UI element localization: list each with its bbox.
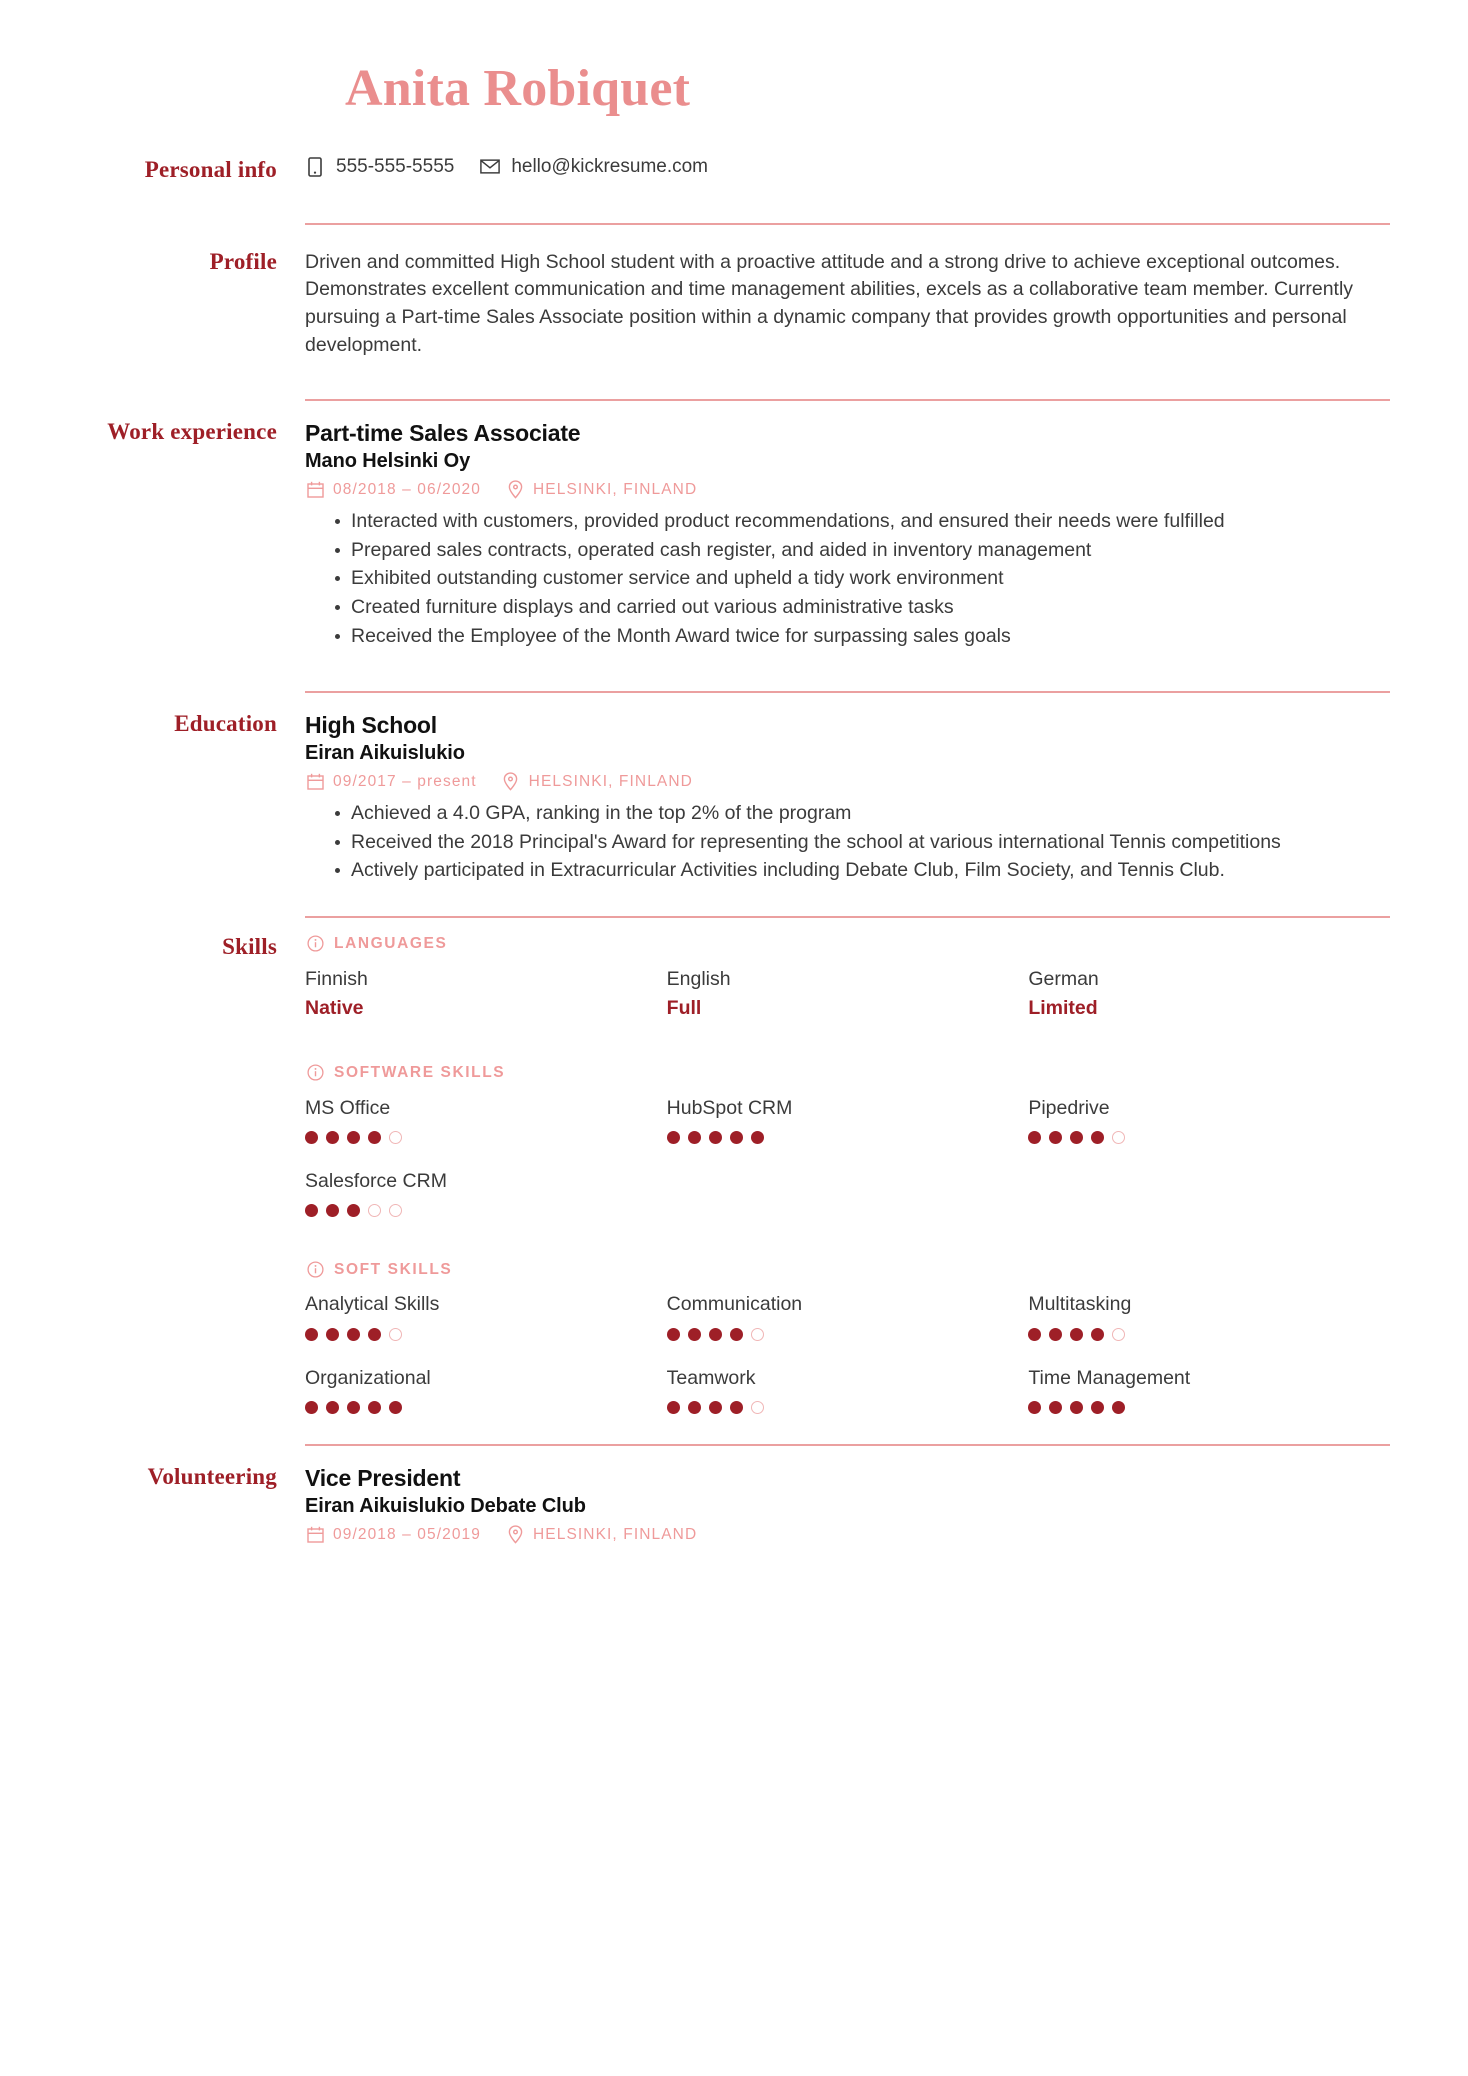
rating-dot-filled (730, 1328, 743, 1341)
rating-dot-filled (709, 1131, 722, 1144)
skill-name: Analytical Skills (305, 1293, 440, 1316)
skill-name: HubSpot CRM (666, 1096, 793, 1119)
skill-name: Time Management (1028, 1366, 1191, 1389)
skill-rating (305, 1131, 667, 1144)
skill-rating (305, 1204, 667, 1217)
skill-name: Pipedrive (1028, 1096, 1110, 1119)
rating-dot-filled (667, 1328, 680, 1341)
rating-dot-filled (1028, 1401, 1041, 1414)
envelope-icon (480, 157, 500, 177)
rating-dot-filled (368, 1401, 381, 1414)
rating-dot-filled (1049, 1131, 1062, 1144)
section-label-education: Education (174, 711, 277, 737)
skill-cell (667, 1341, 1029, 1414)
section-label-profile: Profile (209, 248, 277, 274)
page-title: Anita Robiquet (345, 60, 691, 117)
section-body-work-experience (305, 419, 1390, 651)
skill-cell (1028, 954, 1390, 1021)
rating-dot-empty (368, 1204, 381, 1217)
skill-group-software (305, 1063, 1390, 1218)
rating-dot-filled (688, 1131, 701, 1144)
skill-group-title (305, 934, 1390, 954)
rating-dot-filled (305, 1204, 318, 1217)
section-profile (0, 249, 1468, 360)
rating-dot-filled (1112, 1401, 1125, 1414)
spacer (0, 183, 1468, 223)
spacer (0, 117, 1468, 157)
section-label-col (60, 419, 305, 445)
spacer (0, 651, 1468, 691)
list-item: Interacted with customers, provided product recommendations, and ensured their needs were fulfilled (335, 508, 1390, 536)
rating-dot-filled (709, 1328, 722, 1341)
calendar-icon (305, 480, 325, 500)
skill-cell (305, 954, 667, 1021)
phone-value: 555-555-5555 (336, 156, 455, 178)
entry-dates: 09/2017 – present (333, 773, 477, 791)
rating-dot-filled (688, 1401, 701, 1414)
section-volunteering (0, 1464, 1468, 1545)
entry-organization: Eiran Aikuislukio (305, 741, 465, 764)
entry-organization: Eiran Aikuislukio Debate Club (305, 1494, 586, 1517)
skill-rating (667, 1401, 1029, 1414)
rating-dot-filled (347, 1328, 360, 1341)
rating-dot-filled (1049, 1401, 1062, 1414)
rating-dot-filled (709, 1401, 722, 1414)
skill-grid-software (305, 1083, 1390, 1218)
rating-dot-filled (667, 1131, 680, 1144)
rating-dot-filled (1091, 1328, 1104, 1341)
location-pin-icon (505, 1525, 525, 1545)
skill-rating (667, 1328, 1029, 1341)
rating-dot-filled (326, 1328, 339, 1341)
skill-rating (1028, 1131, 1390, 1144)
language-level: Full (666, 997, 702, 1020)
skill-group-languages (305, 934, 1390, 1021)
entry-bullets (305, 508, 1390, 650)
rating-dot-filled (305, 1328, 318, 1341)
entry-title: Vice President (305, 1465, 461, 1492)
education-entry (305, 711, 1390, 885)
rating-dot-filled (1028, 1131, 1041, 1144)
section-divider (305, 223, 1390, 225)
rating-dot-filled (688, 1328, 701, 1341)
email-value: hello@kickresume.com (511, 156, 709, 178)
section-divider (305, 691, 1390, 693)
skill-group-label: SOFTWARE SKILLS (334, 1063, 506, 1081)
divider-education (305, 691, 1390, 693)
skill-cell (1028, 1279, 1390, 1340)
section-body-skills (305, 934, 1390, 1414)
section-label-volunteering: Volunteering (147, 1464, 277, 1490)
rating-dot-filled (1091, 1131, 1104, 1144)
rating-dot-filled (368, 1131, 381, 1144)
skill-rating (305, 1328, 667, 1341)
location-pin-icon (505, 480, 525, 500)
skill-group-title (305, 1063, 1390, 1083)
rating-dot-filled (389, 1401, 402, 1414)
skill-cell (1028, 1083, 1390, 1144)
rating-dot-filled (326, 1204, 339, 1217)
volunteering-entry (305, 1464, 1390, 1545)
section-body-volunteering (305, 1464, 1390, 1545)
language-level: Native (305, 997, 364, 1020)
section-body-education (305, 711, 1390, 886)
list-item: Achieved a 4.0 GPA, ranking in the top 2% of the program (335, 800, 1390, 828)
skill-group-label: SOFT SKILLS (334, 1260, 453, 1278)
skill-name: Finnish (305, 967, 368, 990)
skill-rating (1028, 1328, 1390, 1341)
list-item: Received the 2018 Principal's Award for representing the school at various international Tennis competitions (335, 829, 1390, 857)
section-label-col (60, 157, 305, 183)
list-item: Received the Employee of the Month Award twice for surpassing sales goals (335, 623, 1390, 651)
info-circle-icon[interactable] (305, 934, 325, 954)
entry-bullets (305, 800, 1390, 885)
rating-dot-filled (326, 1401, 339, 1414)
section-label-col (60, 711, 305, 737)
spacer (0, 225, 1468, 249)
skill-name: German (1028, 967, 1099, 990)
spacer (0, 1446, 1468, 1464)
spacer (0, 401, 1468, 419)
skill-grid-soft (305, 1279, 1390, 1414)
skill-name: Organizational (305, 1366, 431, 1389)
section-label-work-experience: Work experience (107, 419, 277, 445)
skill-group-label: LANGUAGES (334, 935, 448, 953)
rating-dot-filled (347, 1131, 360, 1144)
section-label-col (60, 249, 305, 275)
experience-entry (305, 419, 1390, 650)
rating-dot-filled (368, 1328, 381, 1341)
entry-location: HELSINKI, FINLAND (533, 1525, 698, 1543)
calendar-icon (305, 772, 325, 792)
skill-cell (1028, 1341, 1390, 1414)
section-divider (305, 916, 1390, 918)
section-body-personal-info (305, 157, 1390, 177)
divider-profile (305, 223, 1390, 225)
location-pin-icon (501, 772, 521, 792)
skill-cell (667, 1083, 1029, 1144)
skill-cell (667, 954, 1029, 1021)
skill-cell (305, 1279, 667, 1340)
rating-dot-filled (1049, 1328, 1062, 1341)
list-item: Actively participated in Extracurricular Activities including Debate Club, Film Society, and Tennis Club. (335, 857, 1390, 885)
rating-dot-filled (1070, 1401, 1083, 1414)
list-item: Exhibited outstanding customer service and upheld a tidy work environment (335, 565, 1390, 593)
entry-title: High School (305, 712, 437, 739)
rating-dot-filled (751, 1131, 764, 1144)
entry-location: HELSINKI, FINLAND (528, 773, 693, 791)
rating-dot-filled (730, 1401, 743, 1414)
skill-name: Communication (666, 1293, 803, 1316)
skill-cell (305, 1144, 667, 1217)
section-personal-info (0, 157, 1468, 183)
phone-icon (305, 157, 325, 177)
section-body-profile (305, 249, 1390, 360)
section-work-experience (0, 419, 1468, 651)
spacer (0, 918, 1468, 934)
section-skills (0, 934, 1468, 1414)
divider-volunteering (305, 1444, 1390, 1446)
section-label-skills: Skills (222, 933, 277, 959)
section-label-personal-info: Personal info (144, 156, 277, 182)
section-label-col (60, 934, 305, 960)
skill-name: English (666, 967, 731, 990)
rating-dot-empty (389, 1131, 402, 1144)
rating-dot-filled (347, 1204, 360, 1217)
rating-dot-empty (389, 1204, 402, 1217)
spacer (0, 886, 1468, 916)
skill-grid-languages (305, 954, 1390, 1021)
entry-dates: 08/2018 – 06/2020 (333, 481, 481, 499)
skill-name: Teamwork (666, 1366, 756, 1389)
rating-dot-empty (751, 1401, 764, 1414)
entry-meta (305, 772, 1390, 792)
contact-email[interactable] (480, 157, 708, 177)
section-label-col (60, 1464, 305, 1490)
skill-rating (305, 1401, 667, 1414)
spacer (305, 1217, 1390, 1259)
spacer (0, 1414, 1468, 1444)
skill-rating (1028, 1401, 1390, 1414)
skill-name: Multitasking (1028, 1293, 1132, 1316)
info-circle-icon[interactable] (305, 1259, 325, 1279)
section-divider (305, 399, 1390, 401)
rating-dot-empty (1112, 1131, 1125, 1144)
spacer (305, 1021, 1390, 1063)
rating-dot-filled (667, 1401, 680, 1414)
skill-cell (305, 1083, 667, 1144)
skill-cell (667, 1279, 1029, 1340)
skill-name: MS Office (305, 1096, 391, 1119)
rating-dot-empty (1112, 1328, 1125, 1341)
skill-rating (667, 1131, 1029, 1144)
contact-row (305, 157, 1390, 177)
info-circle-icon[interactable] (305, 1063, 325, 1083)
section-education (0, 711, 1468, 886)
entry-meta (305, 1525, 1390, 1545)
contact-phone[interactable] (305, 157, 454, 177)
divider-skills (305, 916, 1390, 918)
skill-group-soft (305, 1259, 1390, 1414)
divider-work (305, 399, 1390, 401)
rating-dot-filled (347, 1401, 360, 1414)
language-level: Limited (1028, 997, 1098, 1020)
entry-title: Part-time Sales Associate (305, 420, 581, 447)
rating-dot-filled (305, 1131, 318, 1144)
list-item: Prepared sales contracts, operated cash register, and aided in inventory management (335, 537, 1390, 565)
rating-dot-filled (1070, 1328, 1083, 1341)
skill-name: Salesforce CRM (305, 1170, 447, 1193)
section-divider (305, 1444, 1390, 1446)
entry-dates: 09/2018 – 05/2019 (333, 1525, 481, 1543)
spacer (0, 359, 1468, 399)
spacer (0, 693, 1468, 711)
rating-dot-filled (1028, 1328, 1041, 1341)
skill-cell (305, 1341, 667, 1414)
list-item: Created furniture displays and carried out various administrative tasks (335, 594, 1390, 622)
entry-location: HELSINKI, FINLAND (533, 481, 698, 499)
calendar-icon (305, 1525, 325, 1545)
profile-text: Driven and committed High School student with a proactive attitude and a strong drive to achieve exceptional outcomes. Demonstrates excellent communication and time management abilities, excels as a collaborative team member. Currently pursuing a Part-time Sales Associate position within a dynamic company that provides growth opportunities and personal development. (305, 250, 1354, 356)
rating-dot-filled (326, 1131, 339, 1144)
rating-dot-filled (730, 1131, 743, 1144)
skill-group-title (305, 1259, 1390, 1279)
rating-dot-filled (305, 1401, 318, 1414)
entry-organization: Mano Helsinki Oy (305, 449, 471, 472)
rating-dot-empty (389, 1328, 402, 1341)
rating-dot-empty (751, 1328, 764, 1341)
rating-dot-filled (1070, 1131, 1083, 1144)
rating-dot-filled (1091, 1401, 1104, 1414)
entry-meta (305, 480, 1390, 500)
resume-header (0, 0, 1468, 117)
